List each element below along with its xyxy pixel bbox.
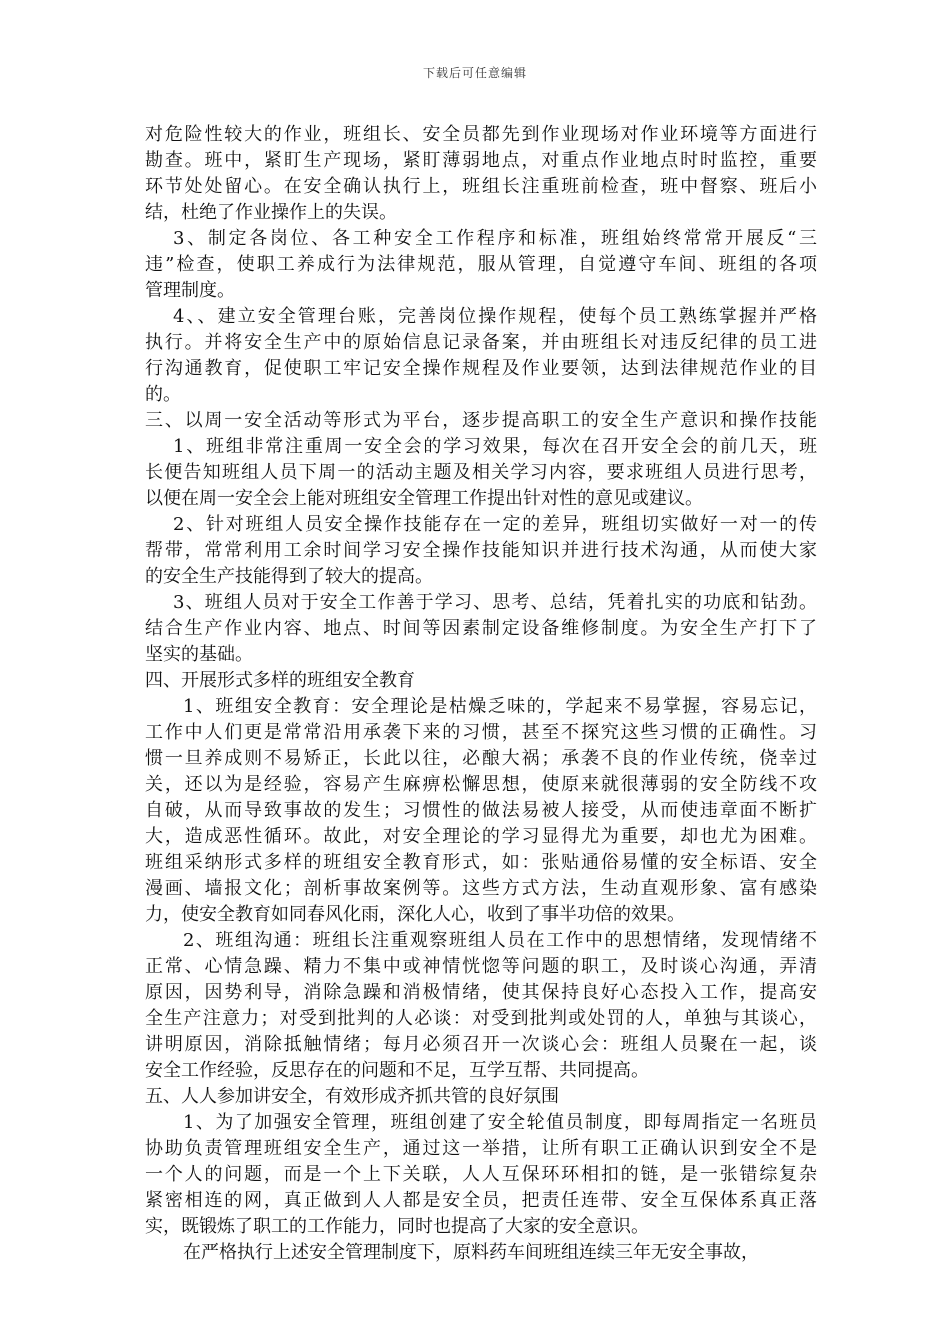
text-line: 对危险性较大的作业，班组长、安全员都先到作业现场对作业环境等方面进行	[145, 124, 817, 145]
text-line: 1、班组安全教育：安全理论是枯燥乏味的，学起来不易掌握，容易忘记，	[183, 696, 817, 717]
text-line: 实，既锻炼了职工的工作能力，同时也提高了大家的安全意识。	[145, 1216, 649, 1237]
text-line: 班组采纳形式多样的班组安全教育形式，如：张贴通俗易懂的安全标语、安全	[145, 852, 817, 873]
text-line: 原因，因势利导，消除急躁和消极情绪，使其保持良好心态投入工作，提高安	[145, 982, 817, 1003]
text-line: 的。	[145, 384, 181, 405]
text-line: 2、针对班组人员安全操作技能存在一定的差异，班组切实做好一对一的传	[173, 514, 817, 535]
text-line: 工作中人们更是常常沿用承袭下来的习惯，甚至不探究这些习惯的正确性。习	[145, 722, 817, 743]
text-line: 长便告知班组人员下周一的活动主题及相关学习内容，要求班组人员进行思考，	[145, 462, 817, 483]
section-heading: 三、以周一安全活动等形式为平台，逐步提高职工的安全生产意识和操作技能	[145, 410, 817, 431]
text-line: 力，使安全教育如同春风化雨，深化人心，收到了事半功倍的效果。	[145, 904, 685, 925]
text-line: 以便在周一安全会上能对班组安全管理工作提出针对性的意见或建议。	[145, 488, 703, 509]
text-line: 结合生产作业内容、地点、时间等因素制定设备维修制度。为安全生产打下了	[145, 618, 817, 639]
text-line: 行沟通教育，促使职工牢记安全操作规程及作业要领，达到法律规范作业的目	[145, 358, 817, 379]
text-line: 1、为了加强安全管理，班组创建了安全轮值员制度，即每周指定一名班员	[183, 1112, 817, 1133]
text-line: 2、班组沟通：班组长注重观察班组人员在工作中的思想情绪，发现情绪不	[183, 930, 817, 951]
text-line: 协助负责管理班组安全生产，通过这一举措，让所有职工正确认识到安全不是	[145, 1138, 817, 1159]
section-heading: 五、人人参加讲安全，有效形成齐抓共管的良好氛围	[145, 1086, 559, 1107]
text-line: 坚实的基础。	[145, 644, 253, 665]
text-line: 4、、建立安全管理台账，完善岗位操作规程，使每个员工熟练掌握并严格	[173, 306, 817, 327]
text-line: 管理制度。	[145, 280, 235, 301]
text-line: 自破，从而导致事故的发生；习惯性的做法易被人接受，从而使违章面不断扩	[145, 800, 817, 821]
text-line: 在严格执行上述安全管理制度下，原料药车间班组连续三年无安全事故，	[183, 1242, 759, 1263]
text-line: 3、班组人员对于安全工作善于学习、思考、总结，凭着扎实的功底和钻劲。	[173, 592, 817, 613]
text-line: 全生产注意力；对受到批判的人必谈：对受到批判或处罚的人，单独与其谈心，	[145, 1008, 817, 1029]
text-line: 1、班组非常注重周一安全会的学习效果，每次在召开安全会的前几天，班	[173, 436, 817, 457]
text-line: 的安全生产技能得到了较大的提高。	[145, 566, 433, 587]
text-line: 环节处处留心。在安全确认执行上，班组长注重班前检查，班中督察、班后小	[145, 176, 817, 197]
text-line: 3、制定各岗位、各工种安全工作程序和标准，班组始终常常开展反“三	[173, 228, 817, 249]
text-line: 安全工作经验，反思存在的问题和不足，互学互帮、共同提高。	[145, 1060, 649, 1081]
text-line: 帮带，常常利用工余时间学习安全操作技能知识并进行技术沟通，从而使大家	[145, 540, 817, 561]
section-heading: 四、开展形式多样的班组安全教育	[145, 670, 415, 691]
text-line: 正常、心情急躁、精力不集中或神情恍惚等问题的职工，及时谈心沟通，弄清	[145, 956, 817, 977]
text-line: 大，造成恶性循环。故此，对安全理论的学习显得尤为重要，却也尤为困难。	[145, 826, 817, 847]
text-line: 执行。并将安全生产中的原始信息记录备案，并由班组长对违反纪律的员工进	[145, 332, 817, 353]
text-line: 违”检查，使职工养成行为法律规范，服从管理，自觉遵守车间、班组的各项	[145, 254, 817, 275]
text-line: 关，还以为是经验，容易产生麻痹松懈思想，使原来就很薄弱的安全防线不攻	[145, 774, 817, 795]
text-line: 勘查。班中，紧盯生产现场，紧盯薄弱地点，对重点作业地点时时监控，重要	[145, 150, 817, 171]
document-body	[145, 122, 817, 1266]
page-header: 下载后可任意编辑	[422, 66, 527, 80]
text-line: 讲明原因，消除抵触情绪；每月必须召开一次谈心会：班组人员聚在一起，谈	[145, 1034, 817, 1055]
text-line: 紧密相连的网，真正做到人人都是安全员，把责任连带、安全互保体系真正落	[145, 1190, 817, 1211]
text-line: 一个人的问题，而是一个上下关联，人人互保环环相扣的链，是一张错综复杂	[145, 1164, 817, 1185]
text-line: 结，杜绝了作业操作上的失误。	[145, 202, 397, 223]
text-line: 惯一旦养成则不易矫正，长此以往，必酿大祸；承袭不良的作业传统，侥幸过	[145, 748, 817, 769]
text-line: 漫画、墙报文化；剖析事故案例等。这些方式方法，生动直观形象、富有感染	[145, 878, 817, 899]
